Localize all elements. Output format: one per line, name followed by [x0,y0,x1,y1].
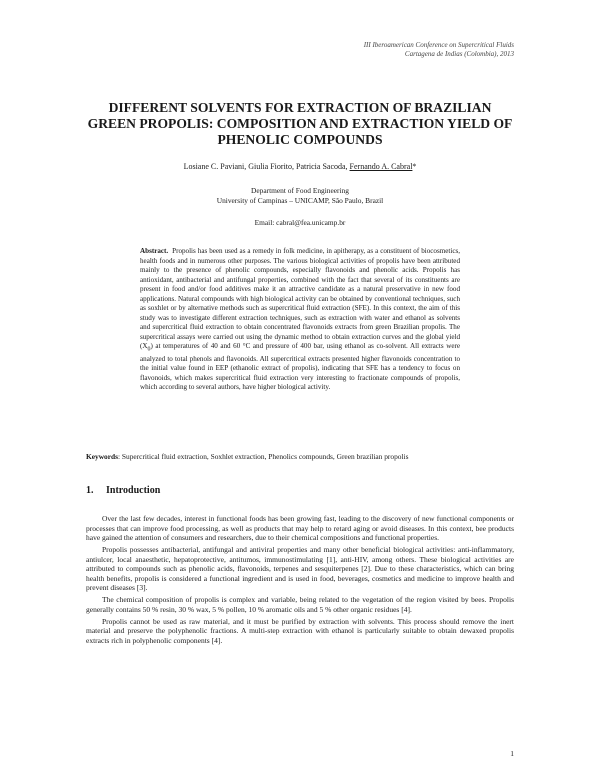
abstract-subscript: 0 [147,346,151,353]
section-heading-introduction [86,485,160,497]
section-number: 1. [86,485,94,496]
section-title: Introduction [106,485,161,496]
page-number: 1 [510,749,514,758]
authors-names: Losiane C. Paviani, Giulia Fiorito, Patricia Sacoda, [183,162,350,171]
abstract [140,247,460,393]
conference-header [364,41,514,59]
abstract-label: Abstract. [140,247,169,255]
title-line-1: DIFFERENT SOLVENTS FOR EXTRACTION OF BRAZILIAN [108,100,492,115]
affiliation-university: University of Campinas – UNICAMP, São Paulo, Brazil [216,196,384,205]
keywords-label: Keywords [86,452,119,461]
title-line-2: GREEN PROPOLIS: COMPOSITION AND EXTRACTION YIELD OF [87,116,513,131]
introduction-body [86,514,514,648]
contact-email: Email: cabral@fea.unicamp.br [254,218,346,227]
title-line-3: PHENOLIC COMPOUNDS [217,132,383,147]
corresponding-author: Fernando A. Cabral [349,162,413,171]
abstract-text: Propolis has been used as a remedy in folk medicine, in apitherapy, as a constituent of biocosmetics, health foods and in numerous other purposes. The various biological activities of propolis have been attributed mainly to the presence of phenolic compounds, especially flavonoids and phenolic acids. Propolis has antioxidant, antibacterial and antifungal properties, combined with the fact that several of its constituents are present in food and/or food additives make it an attractive candidate as a natural preservative in new food applications. Natural compounds with high biological activity can be obtained by conventional techniques, such as soxhlet or by alternative methods such as supercritical fluid extraction (SFE). In this context, the aim of this study was to investigate different extraction techniques, such as extraction with water and ethanol as solvents and supercritical fluid extraction to obtain concentrated flavonoids extracts from green Brazilian propolis. The supercritical assays were carried out using the dynamic method to obtain extraction curves and the global yield (X [140,247,460,350]
conference-location: Cartagena de Indias (Colombia), 2013 [404,50,514,58]
paper-title [86,100,514,148]
affiliation-department: Department of Food Engineering [251,186,349,195]
conference-name: III Iberoamerican Conference on Supercritical Fluids [363,41,514,49]
keywords [86,452,526,462]
author-list [60,162,540,172]
abstract-text-continued: ) at temperatures of 40 and 60 °C and pressure of 400 bar, using ethanol as co-solvent. All extracts were analyzed to total phenols and flavonoids. All supercritical extracts presented higher flavonoids concentration to the initial value found in EEP (ethanolic extract of propolis), indicating that SFE has a tendency to focus on flavonoids, which makes supercritical fluid extraction very interesting to fractionate compounds of propolis, which according to several authors, have higher biological activity. [140,342,460,392]
paragraph: Propolis cannot be used as raw material, and it must be purified by extraction with solvents. This process should remove the inert material and preserve the polyphenolic fractions. A multi-step extraction with ethanol is particularly suitable to obtain dewaxed propolis extracts rich in polyphenolic components [4]. [86,616,514,645]
corresponding-mark: * [412,162,417,171]
affiliation [60,186,540,206]
paragraph: Over the last few decades, interest in functional foods has been growing fast, leading to the discovery of new functional components or processes that can improve food processing, as well as products that may help to retard aging or avoid diseases. In this context, bee products have gained the attention of consumers and researchers, due to their chemical compositions and functional properties. [86,514,514,542]
keywords-text: : Supercritical fluid extraction, Soxhlet extraction, Phenolics compounds, Green brazilian propolis [118,452,409,461]
paragraph: The chemical composition of propolis is complex and variable, being related to the vegetation of the region visited by bees. Propolis generally contains 50 % resin, 30 % wax, 5 % pollen, 10 % aromatic oils and 5 % other organic residues [4]. [86,595,514,614]
paragraph: Propolis possesses antibacterial, antifungal and antiviral properties and many other beneficial biological activities: anti-inflammatory, antiulcer, local anaesthetic, hepatoprotective, antitumos, immunostimulating [1], anti-HIV, among others. These biological activities are attributed to compounds such as phenolic acids, flavonoids, terpenes and sesquiterpenes [2]. Due to these characteristics, which can bring health benefits, propolis is considered a functional ingredient and is used in food, beverages, cosmetics and medicine to improve health and prevent diseases [3]. [86,545,514,592]
